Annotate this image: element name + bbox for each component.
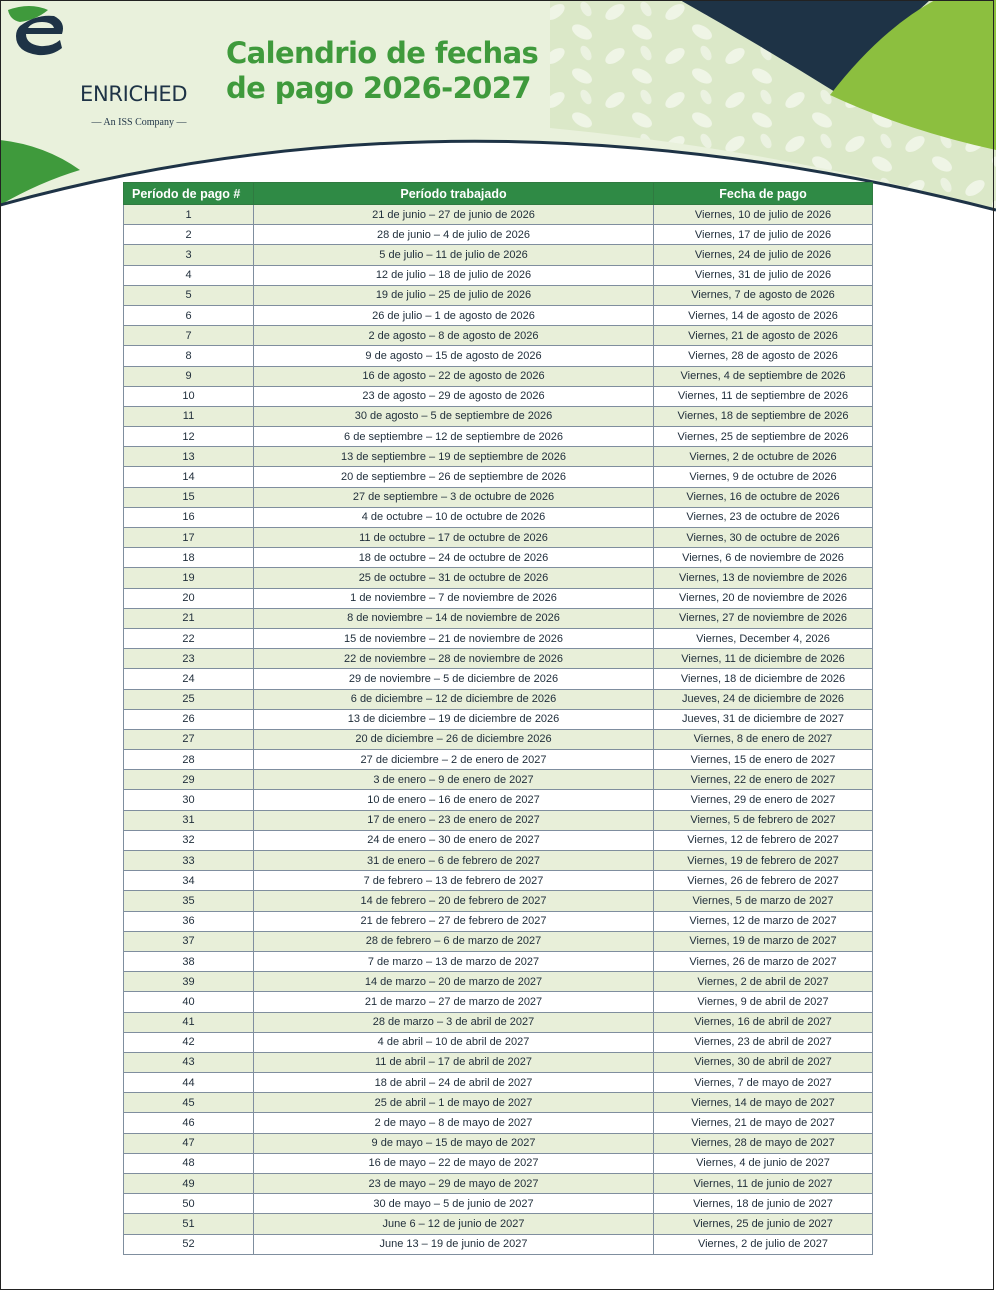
page-title xyxy=(226,36,566,106)
cell-period-worked: 18 de octubre – 24 de octubre de 2026 xyxy=(254,548,654,568)
cell-pay-date: Viernes, 11 de diciembre de 2026 xyxy=(654,649,873,669)
cell-period-worked: 7 de febrero – 13 de febrero de 2027 xyxy=(254,871,654,891)
cell-pay-period-number: 3 xyxy=(124,245,254,265)
cell-period-worked: 17 de enero – 23 de enero de 2027 xyxy=(254,810,654,830)
cell-period-worked: 2 de agosto – 8 de agosto de 2026 xyxy=(254,326,654,346)
cell-period-worked: 28 de marzo – 3 de abril de 2027 xyxy=(254,1012,654,1032)
cell-period-worked: 20 de diciembre – 26 de diciembre 2026 xyxy=(254,729,654,749)
pay-calendar-table-wrap xyxy=(123,182,872,1255)
cell-pay-period-number: 10 xyxy=(124,386,254,406)
table-row xyxy=(124,205,873,225)
cell-pay-date: Viernes, 21 de mayo de 2027 xyxy=(654,1113,873,1133)
table-row xyxy=(124,709,873,729)
cell-period-worked: 16 de agosto – 22 de agosto de 2026 xyxy=(254,366,654,386)
cell-period-worked: 5 de julio – 11 de julio de 2026 xyxy=(254,245,654,265)
cell-period-worked: 30 de agosto – 5 de septiembre de 2026 xyxy=(254,406,654,426)
cell-pay-date: Viernes, 27 de noviembre de 2026 xyxy=(654,608,873,628)
table-row xyxy=(124,770,873,790)
cell-pay-period-number: 8 xyxy=(124,346,254,366)
table-row xyxy=(124,507,873,527)
cell-pay-period-number: 38 xyxy=(124,951,254,971)
cell-pay-period-number: 15 xyxy=(124,487,254,507)
table-row xyxy=(124,729,873,749)
table-row xyxy=(124,972,873,992)
cell-pay-period-number: 5 xyxy=(124,285,254,305)
cell-pay-date: Viernes, 29 de enero de 2027 xyxy=(654,790,873,810)
table-row xyxy=(124,911,873,931)
cell-pay-date: Viernes, 9 de abril de 2027 xyxy=(654,992,873,1012)
table-row xyxy=(124,1113,873,1133)
header-period-worked: Período trabajado xyxy=(254,183,654,205)
cell-period-worked: 13 de diciembre – 19 de diciembre de 2026 xyxy=(254,709,654,729)
table-row xyxy=(124,851,873,871)
cell-pay-date: Viernes, 2 de abril de 2027 xyxy=(654,972,873,992)
cell-period-worked: 1 de noviembre – 7 de noviembre de 2026 xyxy=(254,588,654,608)
table-body xyxy=(124,205,873,1255)
cell-pay-date: Viernes, 6 de noviembre de 2026 xyxy=(654,548,873,568)
cell-pay-date: Jueves, 31 de diciembre de 2027 xyxy=(654,709,873,729)
cell-period-worked: 13 de septiembre – 19 de septiembre de 2026 xyxy=(254,447,654,467)
cell-pay-period-number: 17 xyxy=(124,528,254,548)
table-row xyxy=(124,649,873,669)
cell-period-worked: 19 de julio – 25 de julio de 2026 xyxy=(254,285,654,305)
table-row xyxy=(124,689,873,709)
table-row xyxy=(124,1234,873,1254)
cell-pay-date: Viernes, 2 de julio de 2027 xyxy=(654,1234,873,1254)
cell-pay-date: Viernes, 23 de abril de 2027 xyxy=(654,1032,873,1052)
cell-pay-period-number: 45 xyxy=(124,1093,254,1113)
table-row xyxy=(124,386,873,406)
cell-period-worked: 10 de enero – 16 de enero de 2027 xyxy=(254,790,654,810)
cell-pay-date: Viernes, 18 de junio de 2027 xyxy=(654,1194,873,1214)
cell-pay-date: Viernes, 18 de septiembre de 2026 xyxy=(654,406,873,426)
page-title-line-2: de pago 2026-2027 xyxy=(226,71,531,105)
table-row xyxy=(124,1012,873,1032)
cell-period-worked: June 6 – 12 de junio de 2027 xyxy=(254,1214,654,1234)
cell-pay-period-number: 31 xyxy=(124,810,254,830)
cell-pay-date: Viernes, 19 de febrero de 2027 xyxy=(654,851,873,871)
cell-pay-period-number: 25 xyxy=(124,689,254,709)
cell-pay-date: Viernes, 5 de febrero de 2027 xyxy=(654,810,873,830)
cell-pay-period-number: 40 xyxy=(124,992,254,1012)
cell-pay-date: Viernes, 10 de julio de 2026 xyxy=(654,205,873,225)
cell-pay-date: Viernes, 30 de octubre de 2026 xyxy=(654,528,873,548)
cell-pay-period-number: 51 xyxy=(124,1214,254,1234)
cell-pay-period-number: 11 xyxy=(124,406,254,426)
cell-period-worked: 21 de marzo – 27 de marzo de 2027 xyxy=(254,992,654,1012)
cell-period-worked: 9 de agosto – 15 de agosto de 2026 xyxy=(254,346,654,366)
table-row xyxy=(124,265,873,285)
table-row xyxy=(124,669,873,689)
cell-pay-date: Viernes, 30 de abril de 2027 xyxy=(654,1052,873,1072)
cell-pay-period-number: 18 xyxy=(124,548,254,568)
cell-pay-date: Viernes, 5 de marzo de 2027 xyxy=(654,891,873,911)
table-row xyxy=(124,931,873,951)
table-row xyxy=(124,1073,873,1093)
cell-pay-period-number: 7 xyxy=(124,326,254,346)
cell-pay-period-number: 47 xyxy=(124,1133,254,1153)
cell-period-worked: 21 de febrero – 27 de febrero de 2027 xyxy=(254,911,654,931)
header-pay-date: Fecha de pago xyxy=(654,183,873,205)
cell-period-worked: 9 de mayo – 15 de mayo de 2027 xyxy=(254,1133,654,1153)
table-row xyxy=(124,1133,873,1153)
cell-pay-date: Viernes, 14 de mayo de 2027 xyxy=(654,1093,873,1113)
cell-period-worked: 4 de abril – 10 de abril de 2027 xyxy=(254,1032,654,1052)
cell-pay-period-number: 27 xyxy=(124,729,254,749)
cell-pay-period-number: 23 xyxy=(124,649,254,669)
cell-pay-period-number: 48 xyxy=(124,1153,254,1173)
cell-period-worked: 2 de mayo – 8 de mayo de 2027 xyxy=(254,1113,654,1133)
cell-pay-period-number: 14 xyxy=(124,467,254,487)
cell-pay-date: Viernes, 15 de enero de 2027 xyxy=(654,750,873,770)
cell-pay-period-number: 16 xyxy=(124,507,254,527)
cell-pay-date: Viernes, 12 de marzo de 2027 xyxy=(654,911,873,931)
cell-pay-date: Viernes, 28 de mayo de 2027 xyxy=(654,1133,873,1153)
cell-pay-period-number: 20 xyxy=(124,588,254,608)
cell-pay-period-number: 21 xyxy=(124,608,254,628)
cell-period-worked: 16 de mayo – 22 de mayo de 2027 xyxy=(254,1153,654,1173)
page-title-line-1: Calendrio de fechas xyxy=(226,36,539,70)
table-row xyxy=(124,1153,873,1173)
cell-period-worked: 12 de julio – 18 de julio de 2026 xyxy=(254,265,654,285)
table-row xyxy=(124,1052,873,1072)
brand-name: ENRICHED xyxy=(80,82,188,106)
cell-pay-period-number: 49 xyxy=(124,1174,254,1194)
cell-pay-date: Viernes, 26 de febrero de 2027 xyxy=(654,871,873,891)
table-row xyxy=(124,628,873,648)
cell-period-worked: 4 de octubre – 10 de octubre de 2026 xyxy=(254,507,654,527)
cell-pay-date: Viernes, December 4, 2026 xyxy=(654,628,873,648)
cell-pay-period-number: 44 xyxy=(124,1073,254,1093)
cell-pay-date: Viernes, 13 de noviembre de 2026 xyxy=(654,568,873,588)
cell-pay-date: Viernes, 4 de junio de 2027 xyxy=(654,1153,873,1173)
table-row xyxy=(124,326,873,346)
cell-pay-date: Viernes, 25 de junio de 2027 xyxy=(654,1214,873,1234)
cell-pay-period-number: 28 xyxy=(124,750,254,770)
header-pay-period-number: Período de pago # xyxy=(124,183,254,205)
table-row xyxy=(124,406,873,426)
cell-period-worked: 23 de mayo – 29 de mayo de 2027 xyxy=(254,1174,654,1194)
table-row xyxy=(124,568,873,588)
cell-pay-date: Viernes, 25 de septiembre de 2026 xyxy=(654,427,873,447)
table-row xyxy=(124,1032,873,1052)
brand-tagline: — An ISS Company — xyxy=(91,117,187,128)
cell-pay-date: Viernes, 11 de septiembre de 2026 xyxy=(654,386,873,406)
cell-period-worked: 25 de octubre – 31 de octubre de 2026 xyxy=(254,568,654,588)
table-row xyxy=(124,225,873,245)
table-row xyxy=(124,992,873,1012)
cell-period-worked: 21 de junio – 27 de junio de 2026 xyxy=(254,205,654,225)
cell-pay-period-number: 34 xyxy=(124,871,254,891)
cell-pay-period-number: 50 xyxy=(124,1194,254,1214)
cell-pay-date: Viernes, 23 de octubre de 2026 xyxy=(654,507,873,527)
table-row xyxy=(124,447,873,467)
cell-period-worked: 11 de octubre – 17 de octubre de 2026 xyxy=(254,528,654,548)
cell-pay-date: Viernes, 2 de octubre de 2026 xyxy=(654,447,873,467)
table-row xyxy=(124,608,873,628)
cell-period-worked: 31 de enero – 6 de febrero de 2027 xyxy=(254,851,654,871)
cell-pay-date: Viernes, 19 de marzo de 2027 xyxy=(654,931,873,951)
cell-pay-period-number: 19 xyxy=(124,568,254,588)
cell-pay-date: Viernes, 22 de enero de 2027 xyxy=(654,770,873,790)
cell-pay-date: Viernes, 8 de enero de 2027 xyxy=(654,729,873,749)
cell-pay-period-number: 29 xyxy=(124,770,254,790)
cell-pay-period-number: 33 xyxy=(124,851,254,871)
cell-pay-date: Viernes, 7 de agosto de 2026 xyxy=(654,285,873,305)
table-row xyxy=(124,245,873,265)
table-row xyxy=(124,790,873,810)
cell-pay-date: Viernes, 18 de diciembre de 2026 xyxy=(654,669,873,689)
cell-pay-period-number: 46 xyxy=(124,1113,254,1133)
table-row xyxy=(124,305,873,325)
cell-pay-date: Viernes, 28 de agosto de 2026 xyxy=(654,346,873,366)
table-row xyxy=(124,285,873,305)
cell-pay-period-number: 1 xyxy=(124,205,254,225)
table-row xyxy=(124,871,873,891)
enriched-logo-icon xyxy=(0,0,70,56)
cell-period-worked: 6 de septiembre – 12 de septiembre de 2026 xyxy=(254,427,654,447)
cell-period-worked: 24 de enero – 30 de enero de 2027 xyxy=(254,830,654,850)
table-row xyxy=(124,346,873,366)
cell-pay-period-number: 32 xyxy=(124,830,254,850)
cell-period-worked: 29 de noviembre – 5 de diciembre de 2026 xyxy=(254,669,654,689)
cell-pay-date: Viernes, 4 de septiembre de 2026 xyxy=(654,366,873,386)
cell-pay-period-number: 4 xyxy=(124,265,254,285)
cell-pay-period-number: 36 xyxy=(124,911,254,931)
pay-calendar-table xyxy=(123,182,873,1255)
cell-period-worked: 14 de marzo – 20 de marzo de 2027 xyxy=(254,972,654,992)
cell-pay-period-number: 35 xyxy=(124,891,254,911)
cell-period-worked: 15 de noviembre – 21 de noviembre de 2026 xyxy=(254,628,654,648)
cell-pay-period-number: 42 xyxy=(124,1032,254,1052)
cell-pay-period-number: 9 xyxy=(124,366,254,386)
cell-pay-date: Viernes, 31 de julio de 2026 xyxy=(654,265,873,285)
table-row xyxy=(124,1093,873,1113)
cell-pay-date: Viernes, 12 de febrero de 2027 xyxy=(654,830,873,850)
table-row xyxy=(124,548,873,568)
cell-period-worked: 18 de abril – 24 de abril de 2027 xyxy=(254,1073,654,1093)
cell-period-worked: 25 de abril – 1 de mayo de 2027 xyxy=(254,1093,654,1113)
table-row xyxy=(124,951,873,971)
cell-period-worked: 22 de noviembre – 28 de noviembre de 2026 xyxy=(254,649,654,669)
cell-pay-period-number: 6 xyxy=(124,305,254,325)
cell-pay-period-number: 39 xyxy=(124,972,254,992)
cell-pay-date: Viernes, 14 de agosto de 2026 xyxy=(654,305,873,325)
cell-period-worked: 23 de agosto – 29 de agosto de 2026 xyxy=(254,386,654,406)
cell-period-worked: June 13 – 19 de junio de 2027 xyxy=(254,1234,654,1254)
table-row xyxy=(124,1194,873,1214)
table-row xyxy=(124,366,873,386)
cell-period-worked: 28 de junio – 4 de julio de 2026 xyxy=(254,225,654,245)
table-row xyxy=(124,830,873,850)
cell-pay-date: Viernes, 11 de junio de 2027 xyxy=(654,1174,873,1194)
cell-pay-date: Viernes, 16 de octubre de 2026 xyxy=(654,487,873,507)
cell-pay-period-number: 52 xyxy=(124,1234,254,1254)
cell-pay-period-number: 41 xyxy=(124,1012,254,1032)
table-row xyxy=(124,1174,873,1194)
cell-pay-period-number: 2 xyxy=(124,225,254,245)
table-row xyxy=(124,1214,873,1234)
cell-period-worked: 26 de julio – 1 de agosto de 2026 xyxy=(254,305,654,325)
cell-pay-date: Viernes, 7 de mayo de 2027 xyxy=(654,1073,873,1093)
cell-period-worked: 27 de septiembre – 3 de octubre de 2026 xyxy=(254,487,654,507)
cell-period-worked: 8 de noviembre – 14 de noviembre de 2026 xyxy=(254,608,654,628)
cell-pay-date: Viernes, 21 de agosto de 2026 xyxy=(654,326,873,346)
table-row xyxy=(124,810,873,830)
cell-pay-period-number: 22 xyxy=(124,628,254,648)
table-row xyxy=(124,467,873,487)
cell-pay-date: Viernes, 24 de julio de 2026 xyxy=(654,245,873,265)
cell-period-worked: 7 de marzo – 13 de marzo de 2027 xyxy=(254,951,654,971)
cell-period-worked: 27 de diciembre – 2 de enero de 2027 xyxy=(254,750,654,770)
cell-pay-date: Viernes, 9 de octubre de 2026 xyxy=(654,467,873,487)
cell-pay-period-number: 30 xyxy=(124,790,254,810)
table-row xyxy=(124,427,873,447)
cell-pay-period-number: 43 xyxy=(124,1052,254,1072)
cell-period-worked: 3 de enero – 9 de enero de 2027 xyxy=(254,770,654,790)
table-row xyxy=(124,588,873,608)
cell-pay-period-number: 12 xyxy=(124,427,254,447)
cell-period-worked: 20 de septiembre – 26 de septiembre de 2026 xyxy=(254,467,654,487)
table-row xyxy=(124,891,873,911)
cell-pay-date: Viernes, 20 de noviembre de 2026 xyxy=(654,588,873,608)
cell-pay-date: Viernes, 16 de abril de 2027 xyxy=(654,1012,873,1032)
cell-period-worked: 28 de febrero – 6 de marzo de 2027 xyxy=(254,931,654,951)
cell-pay-date: Viernes, 26 de marzo de 2027 xyxy=(654,951,873,971)
cell-pay-period-number: 24 xyxy=(124,669,254,689)
cell-period-worked: 11 de abril – 17 de abril de 2027 xyxy=(254,1052,654,1072)
table-header-row xyxy=(124,183,873,205)
cell-period-worked: 6 de diciembre – 12 de diciembre de 2026 xyxy=(254,689,654,709)
cell-pay-date: Jueves, 24 de diciembre de 2026 xyxy=(654,689,873,709)
table-row xyxy=(124,528,873,548)
table-row xyxy=(124,487,873,507)
cell-period-worked: 14 de febrero – 20 de febrero de 2027 xyxy=(254,891,654,911)
cell-pay-period-number: 26 xyxy=(124,709,254,729)
cell-period-worked: 30 de mayo – 5 de junio de 2027 xyxy=(254,1194,654,1214)
cell-pay-period-number: 37 xyxy=(124,931,254,951)
table-row xyxy=(124,750,873,770)
cell-pay-period-number: 13 xyxy=(124,447,254,467)
cell-pay-date: Viernes, 17 de julio de 2026 xyxy=(654,225,873,245)
